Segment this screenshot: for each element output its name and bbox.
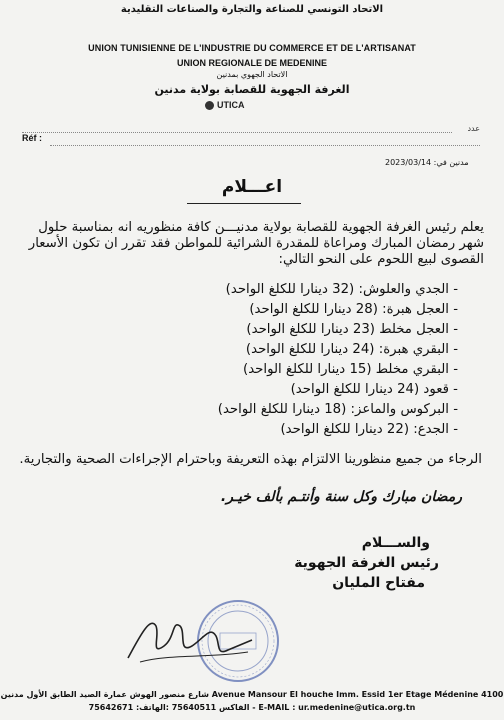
org-name-french: UNION TUNISIENNE DE L'INDUSTRIE DU COMMERCE ET DE L'ARTISANAT	[88, 43, 416, 53]
title-underline	[187, 203, 301, 204]
price-item: - العجل هبرة: (28 دينارا للكلغ الواحد)	[249, 302, 458, 317]
footer-contact: 75642671 :الفاكس 75640511 :الهاتف - E-MAIL : ur.medenine@utica.org.tn	[88, 703, 416, 712]
footer-address: Avenue Mansour El houche Imm. Essid 1er Etage Médenine 4100 شارع منصور الهوش عمارة الصيد الطابق الأول مدنين	[0, 690, 504, 699]
chamber-name-arabic: الغرفة الجهوية للقصابة بولاية مدنين	[154, 83, 350, 96]
price-item: - العجل مخلط (23 دينارا للكلغ الواحد)	[246, 322, 458, 337]
number-line	[22, 132, 452, 133]
ref-label: Réf :	[22, 133, 42, 143]
price-list	[38, 280, 458, 440]
price-item: - البركوس والماعز: (18 دينارا للكلغ الواحد)	[217, 402, 458, 417]
closing-paragraph: الرجاء من جميع منظورينا الالتزام بهذه التعريفة وباحترام الإجراءات الصحية والتجارية.	[19, 452, 482, 467]
intro-paragraph: يعلم رئيس الغرفة الجهوية للقصابة بولاية مدنيـــن كافة منظوريه انه بمناسبة حلول شهر رمضان المبارك ومراعاة للمقدرة الشرائية للمواطن فقد تقرر ان تكون الأسعار القصوى لبيع اللحوم على النحو التالي:	[28, 220, 484, 267]
handwritten-signature	[120, 596, 260, 676]
salutation: والســـلام	[361, 535, 430, 551]
region-name-french: UNION REGIONALE DE MEDENINE	[176, 58, 327, 68]
org-name-arabic: الاتحاد التونسي للصناعة والتجارة والصناعات التقليدية	[120, 4, 384, 15]
price-item: - الجدع: (22 دينارا للكلغ الواحد)	[280, 422, 458, 437]
signatory-name: مفتاح المليان	[332, 575, 425, 591]
number-label: عدد	[467, 124, 480, 133]
utica-logo	[205, 100, 245, 110]
page-title: اعـــلام	[221, 177, 283, 197]
document-date: مدنين في: 2023/03/14	[385, 158, 469, 167]
utica-logo-icon	[205, 101, 214, 110]
region-name-arabic: الاتحاد الجهوي بمدنين	[216, 70, 288, 79]
price-item: - البقري مخلط (15 دينارا للكلغ الواحد)	[243, 362, 458, 377]
utica-logo-text: UTICA	[217, 100, 245, 110]
price-item: - الجدي والعلوش: (32 دينارا للكلغ الواحد)	[225, 282, 458, 297]
ramadan-wish: رمضان مبارك وكل سنة وأنتـم بألف خيـر.	[220, 489, 462, 505]
ref-line	[50, 145, 480, 146]
signatory-title: رئيس الغرفة الجهوية	[294, 555, 439, 571]
price-item: - البقري هبرة: (24 دينارا للكلغ الواحد)	[245, 342, 458, 357]
price-item: - قعود (24 دينارا للكلغ الواحد)	[290, 382, 458, 397]
